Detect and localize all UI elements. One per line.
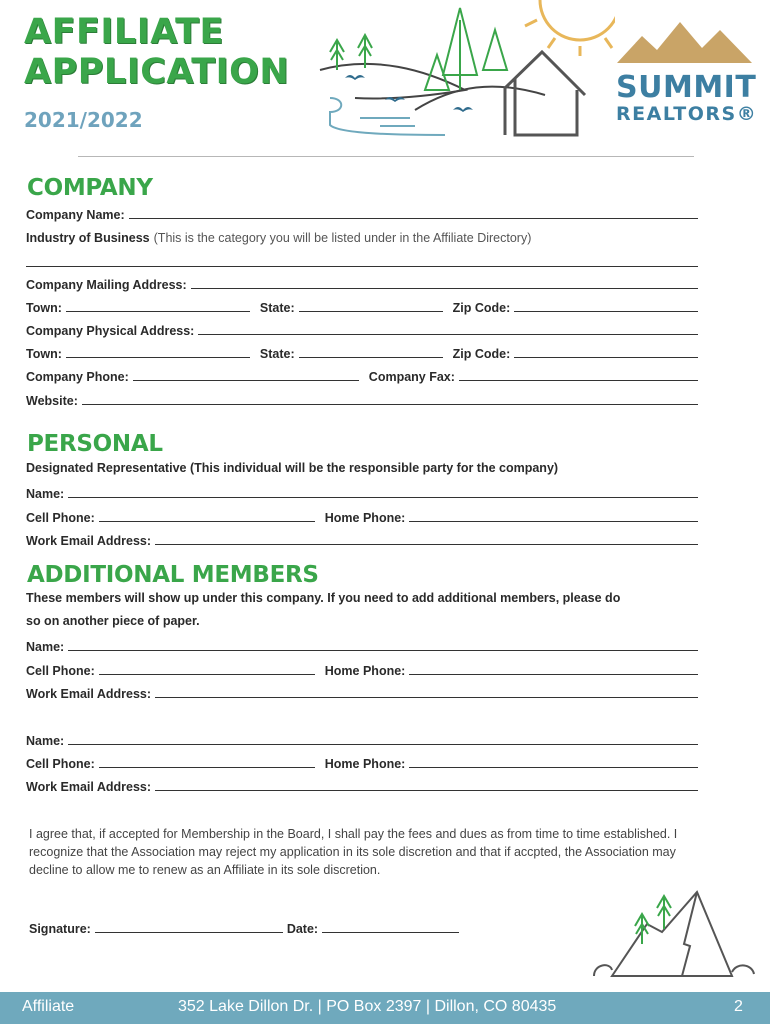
town-field[interactable] [66, 357, 250, 358]
state-label: State: [259, 301, 295, 315]
logo-summit-text: SUMMIT [616, 70, 757, 105]
website-row [26, 388, 698, 408]
additional-note-line-1: These members will show up under this company. If you need to add additional members, please do [26, 591, 621, 605]
member2-name-row [26, 728, 698, 748]
mailing-address-row [26, 272, 698, 292]
website-field[interactable] [82, 404, 698, 405]
house-icon [505, 52, 585, 135]
cell-phone-field[interactable] [99, 674, 315, 675]
home-phone-label: Home Phone: [324, 757, 406, 771]
company-fax-label: Company Fax: [368, 370, 455, 384]
landscape-illustration [315, 0, 615, 150]
signature-label: Signature: [29, 922, 91, 936]
physical-address-field[interactable] [198, 334, 698, 335]
zip-field[interactable] [514, 357, 698, 358]
cell-phone-label: Cell Phone: [26, 757, 95, 771]
home-phone-label: Home Phone: [324, 664, 406, 678]
section-title-personal: PERSONAL [27, 431, 163, 457]
zip-label: Zip Code: [452, 301, 511, 315]
cell-phone-label: Cell Phone: [26, 664, 95, 678]
member1-email-row [26, 681, 698, 701]
personal-name-row [26, 481, 698, 501]
cell-phone-field[interactable] [99, 767, 315, 768]
page-footer [0, 992, 770, 1024]
personal-phone-row [26, 505, 698, 525]
state-field[interactable] [299, 357, 443, 358]
town-label: Town: [26, 301, 62, 315]
date-label: Date: [286, 922, 319, 936]
physical-town-row [26, 341, 698, 361]
title-line-2: APPLICATION [24, 52, 290, 92]
town-field[interactable] [66, 311, 250, 312]
name-field[interactable] [68, 744, 698, 745]
member1-name-row [26, 634, 698, 654]
zip-field[interactable] [514, 311, 698, 312]
name-label: Name: [26, 640, 65, 654]
date-field[interactable] [322, 932, 459, 933]
industry-field[interactable] [26, 266, 698, 267]
industry-label: Industry of Business [26, 231, 150, 245]
name-label: Name: [26, 734, 65, 748]
member2-email-row [26, 774, 698, 794]
footer-affiliate-label: Affiliate [22, 998, 75, 1015]
cell-phone-label: Cell Phone: [26, 511, 95, 525]
mountain-illustration [592, 884, 762, 984]
work-email-label: Work Email Address: [26, 687, 152, 701]
signature-row [29, 916, 459, 936]
mailing-town-row [26, 295, 698, 315]
industry-field-row [26, 250, 698, 270]
home-phone-field[interactable] [409, 674, 698, 675]
mailing-address-label: Company Mailing Address: [26, 278, 187, 292]
company-name-row [26, 202, 698, 222]
work-email-label: Work Email Address: [26, 534, 152, 548]
footer-address: 352 Lake Dillon Dr. | PO Box 2397 | Dillon, CO 80435 [178, 998, 557, 1015]
signature-field[interactable] [95, 932, 283, 933]
company-phone-row [26, 364, 698, 384]
name-label: Name: [26, 487, 65, 501]
home-phone-field[interactable] [409, 767, 698, 768]
section-title-company: COMPANY [27, 175, 153, 201]
section-title-additional-members: ADDITIONAL MEMBERS [27, 562, 319, 588]
name-field[interactable] [68, 497, 698, 498]
member2-phone-row [26, 751, 698, 771]
name-field[interactable] [68, 650, 698, 651]
physical-address-label: Company Physical Address: [26, 324, 195, 338]
company-fax-field[interactable] [459, 380, 698, 381]
state-label: State: [259, 347, 295, 361]
mailing-address-field[interactable] [191, 288, 698, 289]
company-name-label: Company Name: [26, 208, 125, 222]
tree-icon [635, 896, 671, 944]
sun-icon [525, 0, 615, 56]
work-email-label: Work Email Address: [26, 780, 152, 794]
title-line-1: AFFILIATE [24, 12, 224, 52]
work-email-field[interactable] [155, 544, 698, 545]
page-title [24, 12, 289, 92]
designated-representative-text: Designated Representative (This individual will be the responsible party for the company) [26, 461, 559, 475]
page-number: 2 [734, 998, 743, 1015]
additional-note-line-2: so on another piece of paper. [26, 614, 200, 628]
member1-phone-row [26, 658, 698, 678]
town-label: Town: [26, 347, 62, 361]
cell-phone-field[interactable] [99, 521, 315, 522]
agreement-text: I agree that, if accepted for Membership in the Board, I shall pay the fees and dues as from time to time established. I recognize that the Association may reject my application in its sole discretion and that if accpted, the Association may decline to allow me to renew as an Affiliate in its sole discretion. [29, 827, 678, 877]
hill-shape [320, 64, 465, 99]
work-email-field[interactable] [155, 790, 698, 791]
home-phone-label: Home Phone: [324, 511, 406, 525]
header-divider [78, 156, 694, 157]
personal-email-row [26, 528, 698, 548]
website-label: Website: [26, 394, 78, 408]
bird-icon [345, 75, 473, 112]
year-label: 2021/2022 [24, 108, 143, 132]
home-phone-field[interactable] [409, 521, 698, 522]
state-field[interactable] [299, 311, 443, 312]
physical-address-row [26, 318, 698, 338]
work-email-field[interactable] [155, 697, 698, 698]
company-name-field[interactable] [129, 218, 698, 219]
company-phone-field[interactable] [133, 380, 359, 381]
logo-realtors-text: REALTORS® [616, 103, 758, 125]
company-phone-label: Company Phone: [26, 370, 129, 384]
industry-note: (This is the category you will be listed under in the Affiliate Directory) [153, 231, 532, 245]
zip-label: Zip Code: [452, 347, 511, 361]
industry-row [26, 225, 698, 245]
